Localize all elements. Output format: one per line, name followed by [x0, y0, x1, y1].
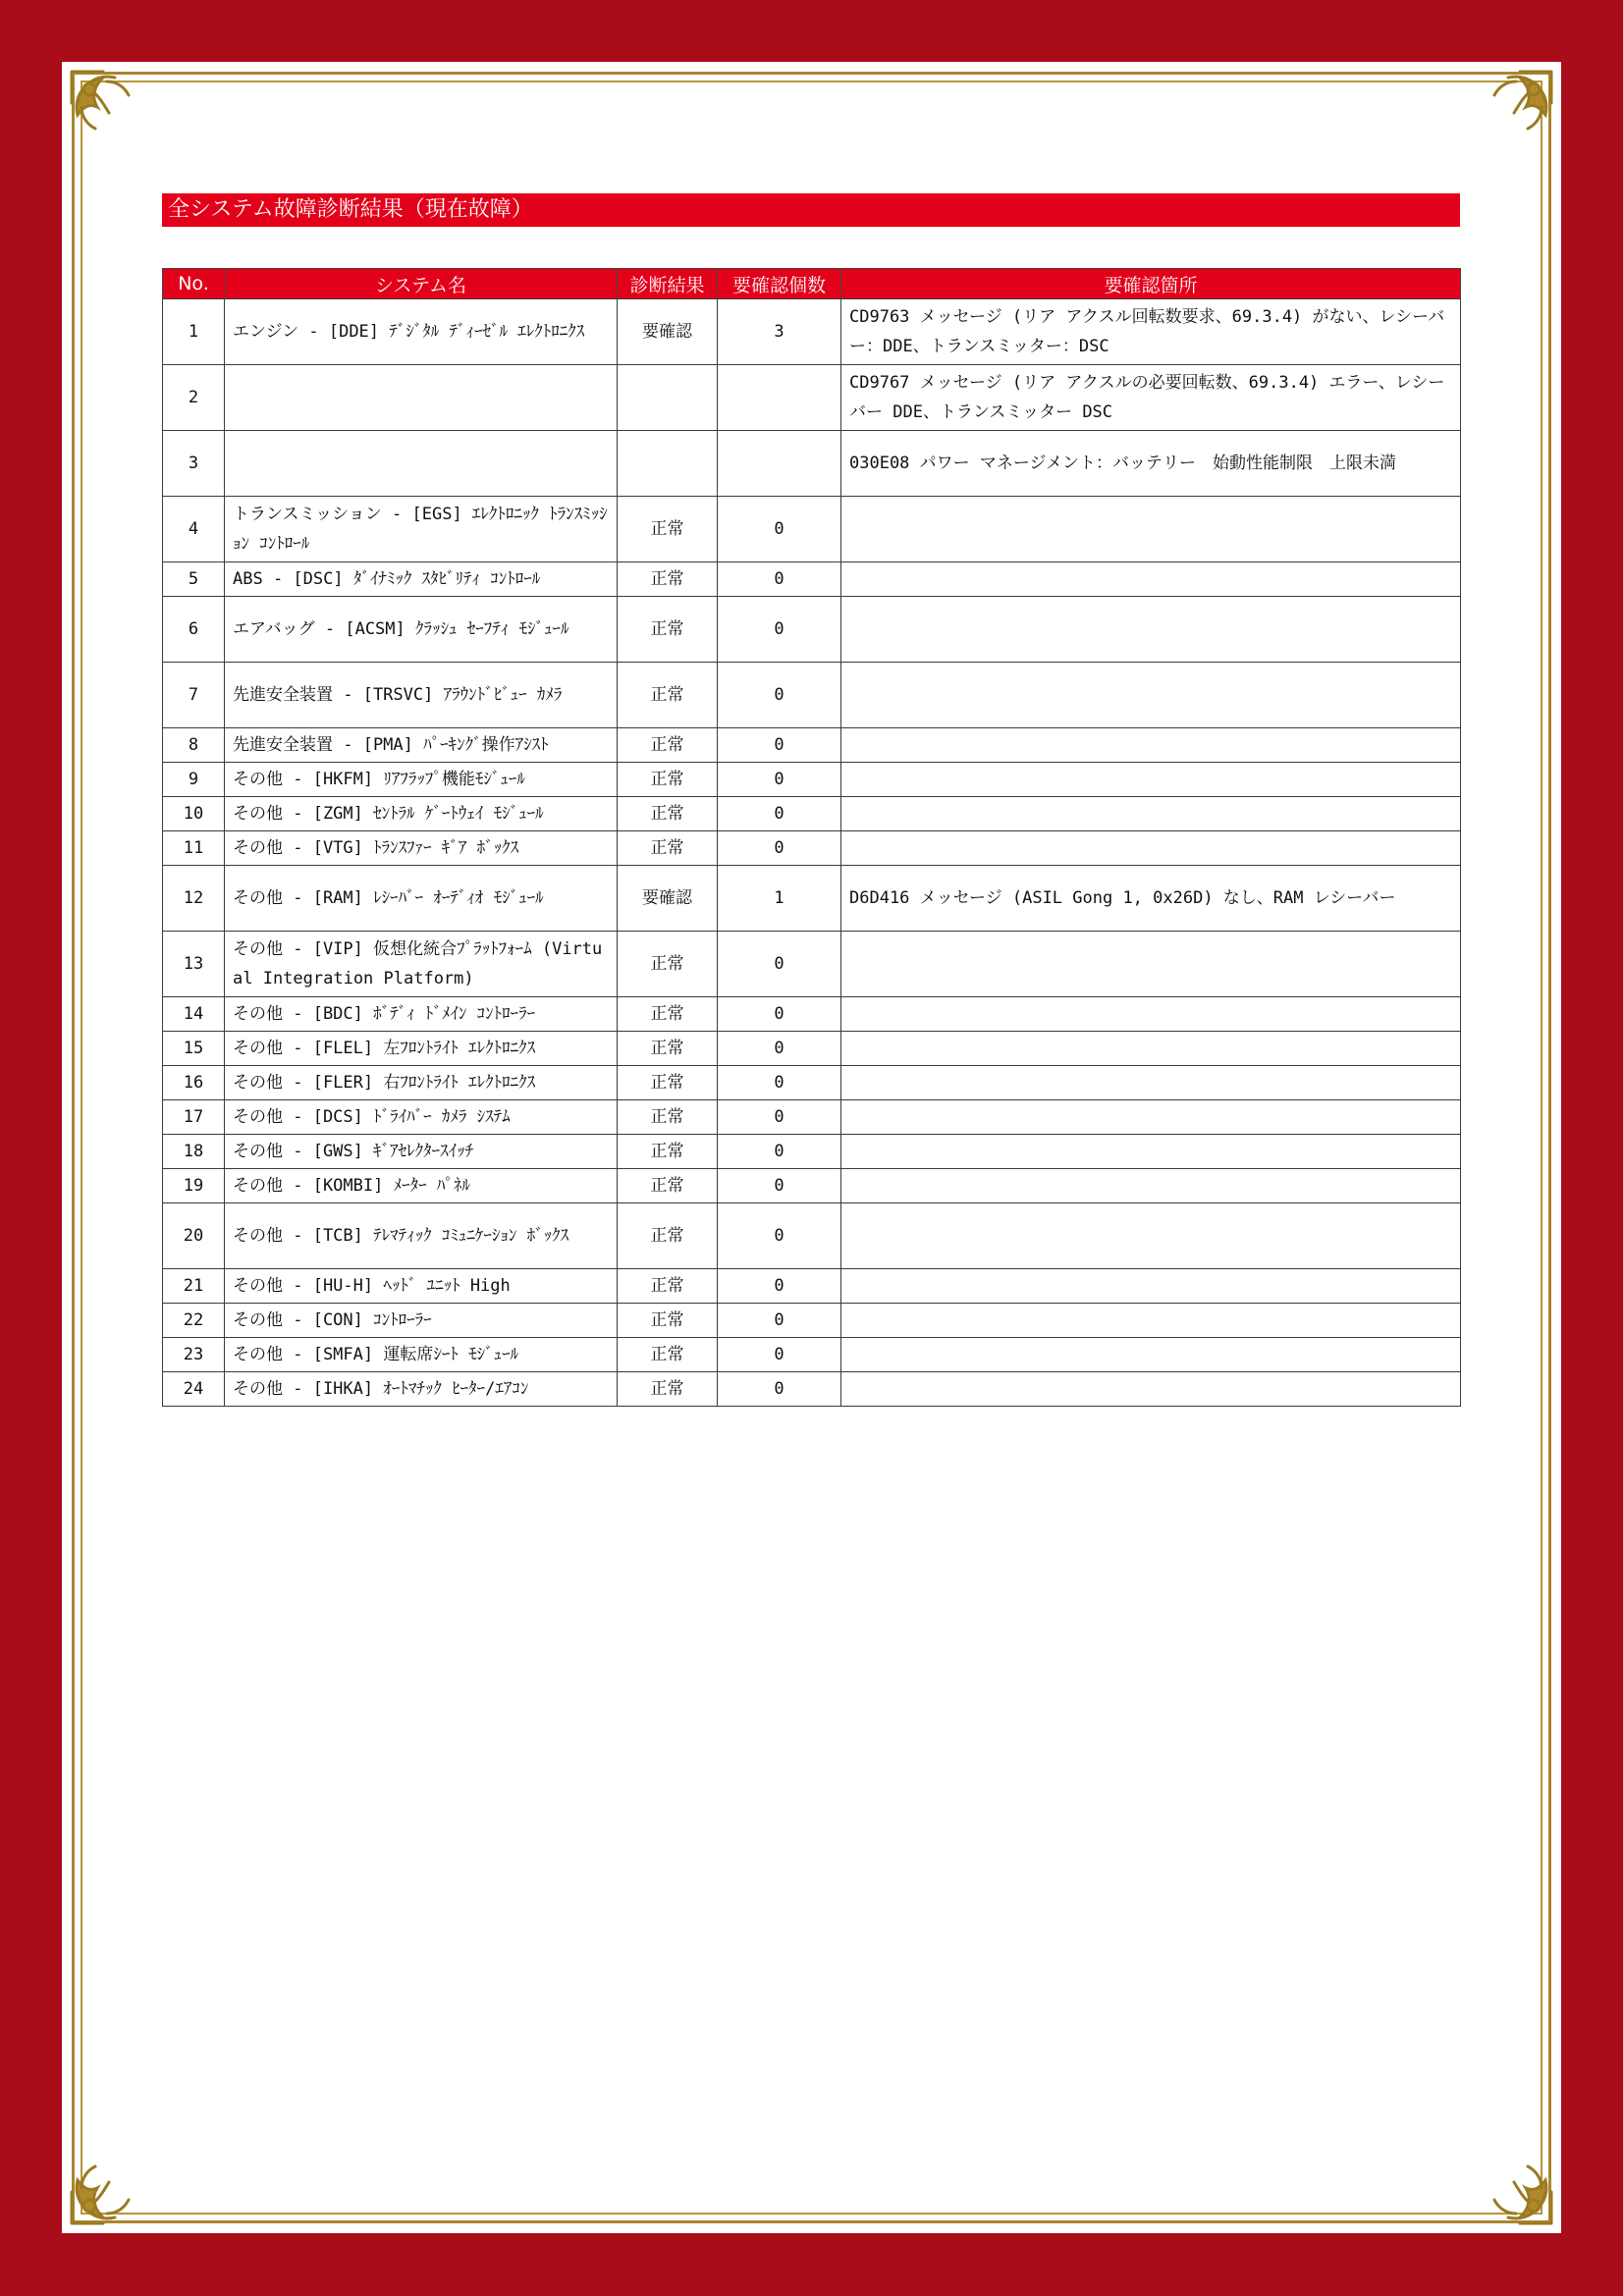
row-result-cell: 正常 — [618, 1269, 718, 1304]
row-no-cell: 22 — [163, 1304, 225, 1338]
row-no-cell: 20 — [163, 1203, 225, 1269]
row-result-cell: 正常 — [618, 1135, 718, 1169]
row-location-cell — [841, 728, 1461, 763]
row-count-cell: 0 — [718, 763, 841, 797]
row-no-cell: 8 — [163, 728, 225, 763]
row-system-name-cell: その他 - [KOMBI] ﾒｰﾀｰ ﾊﾟﾈﾙ — [225, 1169, 618, 1203]
row-location-cell — [841, 831, 1461, 866]
row-system-name-cell: エンジン - [DDE] ﾃﾞｼﾞﾀﾙ ﾃﾞｨｰｾﾞﾙ ｴﾚｸﾄﾛﾆｸｽ — [225, 299, 618, 365]
row-no-cell: 1 — [163, 299, 225, 365]
table-row — [163, 1032, 1461, 1066]
row-no-cell: 16 — [163, 1066, 225, 1100]
row-result-cell: 正常 — [618, 1100, 718, 1135]
row-result-cell — [618, 365, 718, 431]
row-system-name-cell: その他 - [BDC] ﾎﾞﾃﾞｨ ﾄﾞﾒｲﾝ ｺﾝﾄﾛｰﾗｰ — [225, 997, 618, 1032]
row-system-name-cell: その他 - [IHKA] ｵｰﾄﾏﾁｯｸ ﾋｰﾀｰ/ｴｱｺﾝ — [225, 1372, 618, 1407]
table-body — [163, 299, 1461, 1407]
row-system-name-cell: その他 - [HU-H] ﾍｯﾄﾞ ﾕﾆｯﾄ High — [225, 1269, 618, 1304]
row-no-cell: 15 — [163, 1032, 225, 1066]
row-count-cell: 0 — [718, 1032, 841, 1066]
row-location-cell — [841, 497, 1461, 562]
row-system-name-cell: その他 - [HKFM] ﾘｱﾌﾗｯﾌﾟ機能ﾓｼﾞｭｰﾙ — [225, 763, 618, 797]
row-system-name-cell — [225, 431, 618, 497]
table-row — [163, 497, 1461, 562]
table-row — [163, 763, 1461, 797]
row-count-cell: 0 — [718, 932, 841, 997]
table-row — [163, 431, 1461, 497]
row-system-name-cell — [225, 365, 618, 431]
row-system-name-cell: ABS - [DSC] ﾀﾞｲﾅﾐｯｸ ｽﾀﾋﾞﾘﾃｨ ｺﾝﾄﾛｰﾙ — [225, 562, 618, 597]
row-no-cell: 21 — [163, 1269, 225, 1304]
row-count-cell: 0 — [718, 1203, 841, 1269]
row-location-cell — [841, 1203, 1461, 1269]
table-row — [163, 797, 1461, 831]
table-row — [163, 597, 1461, 663]
row-count-cell: 0 — [718, 1135, 841, 1169]
row-no-cell: 12 — [163, 866, 225, 932]
row-location-cell — [841, 1372, 1461, 1407]
row-system-name-cell: その他 - [VTG] ﾄﾗﾝｽﾌｧｰ ｷﾞｱ ﾎﾞｯｸｽ — [225, 831, 618, 866]
row-result-cell: 正常 — [618, 663, 718, 728]
row-location-cell — [841, 797, 1461, 831]
row-location-cell — [841, 1169, 1461, 1203]
row-location-cell — [841, 1032, 1461, 1066]
table-row — [163, 299, 1461, 365]
row-result-cell: 要確認 — [618, 299, 718, 365]
row-system-name-cell: その他 - [CON] ｺﾝﾄﾛｰﾗｰ — [225, 1304, 618, 1338]
table-row — [163, 932, 1461, 997]
row-location-cell — [841, 1304, 1461, 1338]
row-system-name-cell: その他 - [GWS] ｷﾞｱｾﾚｸﾀｰｽｲｯﾁ — [225, 1135, 618, 1169]
row-location-cell — [841, 997, 1461, 1032]
table-row — [163, 1269, 1461, 1304]
header-no: No. — [163, 269, 225, 299]
row-no-cell: 2 — [163, 365, 225, 431]
row-system-name-cell: その他 - [VIP] 仮想化統合ﾌﾟﾗｯﾄﾌｫｰﾑ (Virtual Integration Platform) — [225, 932, 618, 997]
row-no-cell: 13 — [163, 932, 225, 997]
row-no-cell: 10 — [163, 797, 225, 831]
row-count-cell: 0 — [718, 1269, 841, 1304]
row-location-cell — [841, 1100, 1461, 1135]
row-count-cell: 0 — [718, 1066, 841, 1100]
row-result-cell — [618, 431, 718, 497]
corner-ornament-bottom-right-icon — [1471, 2143, 1559, 2231]
row-location-cell — [841, 763, 1461, 797]
row-result-cell: 正常 — [618, 1203, 718, 1269]
corner-ornament-top-left-icon — [64, 64, 152, 152]
report-page — [62, 62, 1561, 2233]
row-result-cell: 正常 — [618, 497, 718, 562]
row-count-cell: 0 — [718, 1304, 841, 1338]
row-result-cell: 正常 — [618, 797, 718, 831]
row-location-cell: CD9763 メッセージ (リア アクスル回転数要求、69.3.4) がない、レシーバー：DDE、トランスミッター：DSC — [841, 299, 1461, 365]
row-location-cell — [841, 1338, 1461, 1372]
table-row — [163, 1135, 1461, 1169]
row-system-name-cell: トランスミッション - [EGS] ｴﾚｸﾄﾛﾆｯｸ ﾄﾗﾝｽﾐｯｼｮﾝ ｺﾝﾄﾛｰﾙ — [225, 497, 618, 562]
row-no-cell: 14 — [163, 997, 225, 1032]
table-row — [163, 831, 1461, 866]
row-location-cell — [841, 663, 1461, 728]
row-location-cell — [841, 1269, 1461, 1304]
row-location-cell — [841, 1066, 1461, 1100]
row-result-cell: 正常 — [618, 932, 718, 997]
row-result-cell: 正常 — [618, 1338, 718, 1372]
header-diagnosis-result: 診断結果 — [618, 269, 718, 299]
table-row — [163, 1169, 1461, 1203]
table-row — [163, 1203, 1461, 1269]
row-no-cell: 3 — [163, 431, 225, 497]
row-count-cell: 0 — [718, 1169, 841, 1203]
row-no-cell: 7 — [163, 663, 225, 728]
row-result-cell: 正常 — [618, 597, 718, 663]
row-result-cell: 正常 — [618, 1169, 718, 1203]
row-no-cell: 23 — [163, 1338, 225, 1372]
table-row — [163, 1100, 1461, 1135]
row-result-cell: 正常 — [618, 831, 718, 866]
row-result-cell: 正常 — [618, 562, 718, 597]
row-system-name-cell: エアバッグ - [ACSM] ｸﾗｯｼｭ ｾｰﾌﾃｨ ﾓｼﾞｭｰﾙ — [225, 597, 618, 663]
row-system-name-cell: その他 - [FLEL] 左ﾌﾛﾝﾄﾗｲﾄ ｴﾚｸﾄﾛﾆｸｽ — [225, 1032, 618, 1066]
row-system-name-cell: その他 - [DCS] ﾄﾞﾗｲﾊﾞｰ ｶﾒﾗ ｼｽﾃﾑ — [225, 1100, 618, 1135]
row-system-name-cell: その他 - [SMFA] 運転席ｼｰﾄ ﾓｼﾞｭｰﾙ — [225, 1338, 618, 1372]
row-no-cell: 17 — [163, 1100, 225, 1135]
table-row — [163, 562, 1461, 597]
row-location-cell — [841, 562, 1461, 597]
row-location-cell: CD9767 メッセージ (リア アクスルの必要回転数、69.3.4) エラー、レシーバー DDE、トランスミッター DSC — [841, 365, 1461, 431]
corner-ornament-bottom-left-icon — [64, 2143, 152, 2231]
row-result-cell: 正常 — [618, 1032, 718, 1066]
row-result-cell: 正常 — [618, 728, 718, 763]
row-result-cell: 正常 — [618, 1304, 718, 1338]
row-count-cell: 3 — [718, 299, 841, 365]
row-system-name-cell: 先進安全装置 - [TRSVC] ｱﾗｳﾝﾄﾞﾋﾞｭｰ ｶﾒﾗ — [225, 663, 618, 728]
table-row — [163, 365, 1461, 431]
row-count-cell: 0 — [718, 1100, 841, 1135]
row-location-cell — [841, 597, 1461, 663]
row-system-name-cell: その他 - [RAM] ﾚｼｰﾊﾞｰ ｵｰﾃﾞｨｵ ﾓｼﾞｭｰﾙ — [225, 866, 618, 932]
table-row — [163, 1338, 1461, 1372]
row-count-cell: 0 — [718, 562, 841, 597]
row-location-cell: D6D416 メッセージ (ASIL Gong 1, 0x26D) なし、RAM レシーバー — [841, 866, 1461, 932]
row-no-cell: 4 — [163, 497, 225, 562]
row-count-cell: 0 — [718, 997, 841, 1032]
table-row — [163, 728, 1461, 763]
row-no-cell: 9 — [163, 763, 225, 797]
row-result-cell: 正常 — [618, 1372, 718, 1407]
row-count-cell — [718, 431, 841, 497]
table-row — [163, 663, 1461, 728]
row-location-cell: 030E08 パワー マネージメント：バッテリー 始動性能制限 上限未満 — [841, 431, 1461, 497]
header-system-name: システム名 — [225, 269, 618, 299]
corner-ornament-top-right-icon — [1471, 64, 1559, 152]
row-no-cell: 5 — [163, 562, 225, 597]
table-row — [163, 1304, 1461, 1338]
row-count-cell — [718, 365, 841, 431]
row-count-cell: 0 — [718, 663, 841, 728]
row-count-cell: 0 — [718, 831, 841, 866]
table-row — [163, 1372, 1461, 1407]
row-count-cell: 0 — [718, 597, 841, 663]
row-system-name-cell: 先進安全装置 - [PMA] ﾊﾟｰｷﾝｸﾞ操作ｱｼｽﾄ — [225, 728, 618, 763]
table-row — [163, 866, 1461, 932]
row-system-name-cell: その他 - [ZGM] ｾﾝﾄﾗﾙ ｹﾞｰﾄｳｪｲ ﾓｼﾞｭｰﾙ — [225, 797, 618, 831]
row-result-cell: 正常 — [618, 1066, 718, 1100]
diagnosis-table — [162, 268, 1461, 1407]
header-check-location: 要確認箇所 — [841, 269, 1461, 299]
row-location-cell — [841, 1135, 1461, 1169]
row-result-cell: 正常 — [618, 997, 718, 1032]
row-count-cell: 0 — [718, 497, 841, 562]
table-header-row — [163, 269, 1461, 299]
row-no-cell: 19 — [163, 1169, 225, 1203]
row-count-cell: 0 — [718, 797, 841, 831]
row-system-name-cell: その他 - [TCB] ﾃﾚﾏﾃｨｯｸ ｺﾐｭﾆｹｰｼｮﾝ ﾎﾞｯｸｽ — [225, 1203, 618, 1269]
row-count-cell: 0 — [718, 728, 841, 763]
row-no-cell: 24 — [163, 1372, 225, 1407]
row-location-cell — [841, 932, 1461, 997]
table-row — [163, 997, 1461, 1032]
row-system-name-cell: その他 - [FLER] 右ﾌﾛﾝﾄﾗｲﾄ ｴﾚｸﾄﾛﾆｸｽ — [225, 1066, 618, 1100]
row-count-cell: 0 — [718, 1338, 841, 1372]
row-no-cell: 11 — [163, 831, 225, 866]
row-count-cell: 0 — [718, 1372, 841, 1407]
row-count-cell: 1 — [718, 866, 841, 932]
row-result-cell: 正常 — [618, 763, 718, 797]
header-check-count: 要確認個数 — [718, 269, 841, 299]
row-result-cell: 要確認 — [618, 866, 718, 932]
section-title: 全システム故障診断結果（現在故障） — [162, 193, 1460, 227]
row-no-cell: 18 — [163, 1135, 225, 1169]
row-no-cell: 6 — [163, 597, 225, 663]
table-row — [163, 1066, 1461, 1100]
